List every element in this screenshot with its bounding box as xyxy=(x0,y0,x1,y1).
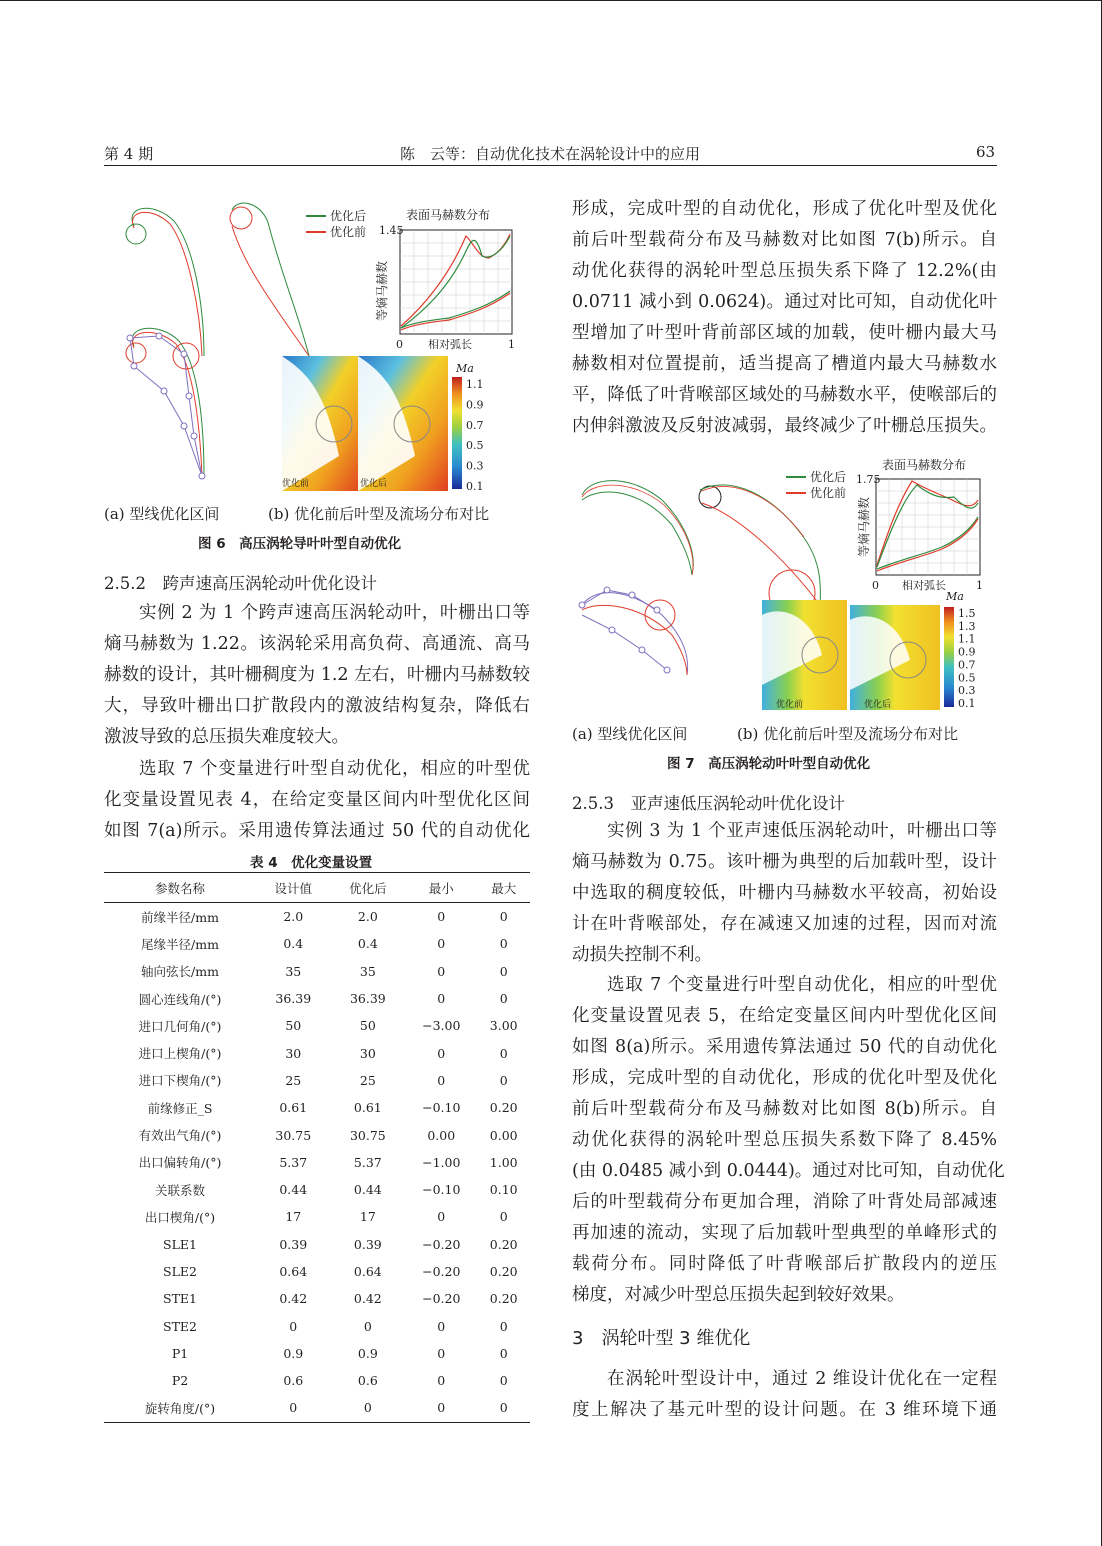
table-row xyxy=(104,903,530,931)
colorbar-tick: 1.1 xyxy=(466,378,484,391)
fig7-xlabel: 相对弧长 xyxy=(902,579,946,592)
table-cell: 0 xyxy=(437,1045,446,1061)
table-cell: 0.20 xyxy=(489,1291,518,1307)
table-cell: 尾缘半径/mm xyxy=(141,936,219,952)
table-cell: 0 xyxy=(499,909,508,925)
table-cell: 0 xyxy=(499,1318,508,1334)
figure-7 xyxy=(572,455,997,717)
table-cell: −0.10 xyxy=(422,1100,461,1116)
table-cell: 30.75 xyxy=(349,1127,386,1143)
table-cell: 0 xyxy=(331,1394,406,1422)
fig6-mach-plot xyxy=(400,230,512,334)
text-line: 度上解决了基元叶型的设计问题。在 3 维环境下通 xyxy=(572,1400,997,1420)
table-cell: 0.9 xyxy=(283,1345,304,1361)
table-cell: 出口楔角/(°) xyxy=(144,1209,216,1225)
table-cell: 0.20 xyxy=(489,1236,518,1252)
table-row xyxy=(104,1012,530,1039)
table-cell: 0 xyxy=(437,936,446,952)
table-cell: 17 xyxy=(285,1209,302,1225)
table-row xyxy=(104,1231,530,1258)
fig7-title: 图 7 高压涡轮动叶叶型自动优化 xyxy=(667,756,871,772)
table-row xyxy=(104,958,530,985)
table-cell: 50 xyxy=(285,1018,302,1034)
table-cell: SLE1 xyxy=(163,1236,197,1252)
table-cell: 关联系数 xyxy=(154,1182,205,1198)
table-row xyxy=(104,985,530,1012)
fig6-legend-before: 优化前 xyxy=(330,225,367,239)
table-row xyxy=(104,1203,530,1230)
table-cell: 30.75 xyxy=(275,1127,312,1143)
table-cell: 17 xyxy=(359,1209,376,1225)
table-cell: 0 xyxy=(437,1209,446,1225)
text-line: 化变量设置见表 5，在给定变量区间内叶型优化区间 xyxy=(572,1006,997,1026)
table-row xyxy=(104,1285,530,1312)
table-cell: 50 xyxy=(359,1018,376,1034)
text-line: 前后叶型载荷分布及马赫数对比如图 8(b)所示。自 xyxy=(572,1099,997,1119)
header-rule xyxy=(104,165,997,166)
fig7-cfd-left-label: 优化前 xyxy=(776,700,804,710)
table-row xyxy=(104,1039,530,1066)
col-header: 最大 xyxy=(477,873,530,903)
table-cell: 36.39 xyxy=(275,991,312,1007)
table-cell: 进口几何角/(°) xyxy=(138,1018,222,1034)
table-cell: 30 xyxy=(285,1045,302,1061)
table-cell: 0.20 xyxy=(489,1264,518,1279)
table-cell: 0 xyxy=(499,991,508,1007)
colorbar-tick: 1.5 xyxy=(958,607,976,620)
fig6-caption-b: (b) 优化前后叶型及流场分布对比 xyxy=(268,505,490,523)
fig6-cfd-after xyxy=(358,356,448,491)
table-row xyxy=(104,1312,530,1339)
fig7-cfd-after xyxy=(850,605,940,710)
colorbar-tick: 0.7 xyxy=(958,658,976,672)
text-line: 赫数相对位置提前，适当提高了槽道内最大马赫数水 xyxy=(572,354,997,374)
table-cell: 0.6 xyxy=(283,1373,304,1389)
fig7-ymax: 1.75 xyxy=(856,473,881,486)
text-line: 选取 7 个变量进行叶型自动优化，相应的叶型优 xyxy=(139,759,530,779)
table-cell: 0.9 xyxy=(357,1345,378,1361)
fig6-ymax: 1.45 xyxy=(379,224,404,237)
table-cell: 25 xyxy=(285,1072,302,1088)
fig6-cbar-label: Ma xyxy=(456,362,474,375)
fig7-cbar-label: Ma xyxy=(946,590,964,603)
table-cell: 35 xyxy=(285,963,302,979)
fig6-plot-title: 表面马赫数分布 xyxy=(406,208,491,222)
colorbar-tick: 0.1 xyxy=(466,480,484,493)
text-line: 熵马赫数为 1.22。该涡轮采用高负荷、高通流、高马 xyxy=(104,634,530,654)
text-line: 选取 7 个变量进行叶型自动优化，相应的叶型优 xyxy=(607,975,997,995)
left-paragraph-1 xyxy=(104,598,530,753)
table-cell: P1 xyxy=(171,1345,189,1361)
table-cell: 0.4 xyxy=(357,936,378,952)
fig6-cfd-left-label: 优化前 xyxy=(282,479,310,489)
fig6-legend-after: 优化后 xyxy=(330,209,367,223)
colorbar-tick: 1.1 xyxy=(958,632,976,646)
right-paragraph-3 xyxy=(572,970,1005,1311)
section-2-5-3: 2.5.3 亚声速低压涡轮动叶优化设计 xyxy=(572,794,845,813)
table-cell: 2.0 xyxy=(357,909,378,925)
fig6-x0: 0 xyxy=(396,338,403,351)
fig6b-blade xyxy=(230,203,309,356)
colorbar-tick: 0.5 xyxy=(466,439,484,453)
col-header: 优化后 xyxy=(331,873,406,903)
table-cell: 0 xyxy=(477,1394,530,1422)
fig6-xlabel: 相对弧长 xyxy=(428,338,472,351)
table-cell: 36.39 xyxy=(349,991,386,1007)
table-cell: SLE2 xyxy=(163,1264,197,1279)
text-line: 形成，完成叶型的自动优化，形成的优化叶型及优化 xyxy=(572,1068,997,1088)
col-header: 参数名称 xyxy=(104,873,256,903)
table-cell: 1.00 xyxy=(489,1154,518,1170)
table-cell: 有效出气角/(°) xyxy=(138,1128,222,1144)
text-line: 形成，完成叶型的自动优化，形成了优化叶型及优化 xyxy=(572,199,997,219)
text-line: 动优化获得的涡轮叶型总压损失系下降了 12.2%(由 xyxy=(572,261,997,281)
table-cell: 0.00 xyxy=(489,1127,518,1143)
text-line: 前后叶型载荷分布及马赫数对比如图 7(b)所示。自 xyxy=(572,230,997,250)
table-cell: 0.44 xyxy=(353,1182,382,1198)
colorbar-tick: 0.7 xyxy=(466,418,484,432)
table-cell: 0.64 xyxy=(353,1264,382,1279)
table-row xyxy=(104,1258,530,1285)
text-line: 中选取的稠度较低，叶栅内马赫数水平较高，初始设 xyxy=(572,883,997,903)
fig7-plot-title: 表面马赫数分布 xyxy=(882,458,967,472)
fig7-cfd-right-label: 优化后 xyxy=(864,700,892,710)
table-cell: 0.10 xyxy=(489,1182,518,1198)
table-cell: −0.20 xyxy=(422,1236,461,1252)
table-cell: 0 xyxy=(437,1072,446,1088)
fig6-colorbar xyxy=(452,377,462,489)
text-line: 如图 8(a)所示。采用遗传算法通过 50 代的自动优化 xyxy=(572,1037,997,1057)
fig6-x1: 1 xyxy=(508,338,515,351)
table-cell: 0.39 xyxy=(279,1236,308,1252)
table-cell: −3.00 xyxy=(422,1018,461,1034)
section-2-5-2: 2.5.2 跨声速高压涡轮动叶优化设计 xyxy=(104,574,377,593)
table-cell: 0 xyxy=(499,963,508,979)
fig7-colorbar xyxy=(944,607,954,707)
text-line: 载荷分布。同时降低了叶背喉部后扩散段内的逆压 xyxy=(572,1254,997,1274)
fig7-caption-a: (a) 型线优化区间 xyxy=(572,725,688,743)
figure-6 xyxy=(104,196,534,496)
text-line: 熵马赫数为 0.75。该叶栅为典型的后加载叶型，设计 xyxy=(572,852,997,872)
table-row xyxy=(104,930,530,957)
table-cell: 前缘半径/mm xyxy=(141,909,219,925)
table-row xyxy=(104,1176,530,1203)
table-cell: 0.61 xyxy=(353,1100,382,1116)
page-number: 63 xyxy=(976,143,996,161)
table-row xyxy=(104,1394,530,1422)
table-cell: 0 xyxy=(499,1345,508,1361)
table-cell: 0 xyxy=(437,1373,446,1389)
table-cell: 0 xyxy=(437,1345,446,1361)
left-paragraph-2 xyxy=(104,754,530,847)
table-cell: 0.4 xyxy=(283,936,304,952)
colorbar-tick: 0.3 xyxy=(958,684,976,698)
table-cell: 0.39 xyxy=(353,1236,382,1252)
col-header: 最小 xyxy=(405,873,477,903)
table-cell: 0 xyxy=(363,1318,372,1334)
table-row xyxy=(104,1149,530,1176)
table-cell: 0.44 xyxy=(279,1182,308,1198)
table-cell: 0 xyxy=(499,936,508,952)
text-line: 内伸斜激波及反射波减弱，最终减少了叶栅总压损失。 xyxy=(572,416,997,436)
text-line: 平，降低了叶背喉部区域处的马赫数水平，使喉部后的 xyxy=(572,385,997,405)
right-paragraph-4 xyxy=(572,1364,997,1426)
text-line: 化变量设置见表 4，在给定变量区间内叶型优化区间 xyxy=(104,790,530,810)
table-cell: 进口上楔角/(°) xyxy=(138,1046,222,1062)
table-cell: 5.37 xyxy=(279,1154,308,1170)
table-row xyxy=(104,1340,530,1367)
colorbar-tick: 1.3 xyxy=(958,619,976,633)
table-cell: 前缘修正_S xyxy=(147,1100,213,1116)
table-cell: 进口下楔角/(°) xyxy=(138,1073,222,1089)
table-cell: 0 xyxy=(437,1318,446,1334)
colorbar-tick: 0.3 xyxy=(466,459,484,473)
colorbar-tick: 0.9 xyxy=(958,645,976,659)
fig7-x1: 1 xyxy=(976,579,983,592)
issue-number: 第 4 期 xyxy=(104,145,154,163)
fig7-legend-after: 优化后 xyxy=(810,470,847,484)
fig6-caption-a: (a) 型线优化区间 xyxy=(104,505,220,523)
table-cell: 0 xyxy=(437,991,446,1007)
fig7-ylabel: 等熵马赫数 xyxy=(857,496,871,557)
table-cell: −0.20 xyxy=(422,1264,461,1279)
text-line: (由 0.0485 减小到 0.0444)。通过对比可知，自动优化 xyxy=(572,1161,1005,1181)
table-cell: 0.42 xyxy=(279,1291,308,1307)
right-paragraph-1 xyxy=(572,194,997,442)
section-3-heading: 3 涡轮叶型 3 维优化 xyxy=(572,1328,751,1349)
table-header-row xyxy=(104,873,530,903)
table-cell: 0 xyxy=(256,1394,331,1422)
table-cell: 0.64 xyxy=(279,1264,308,1279)
text-line: 0.0711 减小到 0.0624)。通过对比可知，自动优化叶 xyxy=(572,292,997,312)
fig7-caption-b: (b) 优化前后叶型及流场分布对比 xyxy=(737,725,959,743)
table-cell: 圆心连线角/(°) xyxy=(138,991,222,1007)
table-cell: 出口偏转角/(°) xyxy=(138,1155,222,1171)
table-cell: 35 xyxy=(359,963,376,979)
table-cell: 0 xyxy=(437,963,446,979)
text-line: 计在叶背喉部处，存在减速又加速的过程，因而对流 xyxy=(572,914,997,934)
text-line: 动优化获得的涡轮叶型总压损失系数下降了 8.45% xyxy=(572,1130,997,1150)
fig7b-blades xyxy=(699,485,820,616)
text-line: 型增加了叶型叶背前部区域的加载，使叶栅内最大马 xyxy=(572,323,997,343)
table-row xyxy=(104,1121,530,1148)
text-line: 赫数的设计，其叶栅稠度为 1.2 左右，叶栅内马赫数较 xyxy=(104,665,530,685)
table-cell: 0.00 xyxy=(427,1127,456,1143)
table-cell: 3.00 xyxy=(489,1018,518,1034)
text-line: 大，导致叶栅出口扩散段内的激波结构复杂，降低右 xyxy=(104,696,530,716)
table-cell: 0 xyxy=(405,1394,477,1422)
colorbar-tick: 0.9 xyxy=(466,398,484,412)
page-border-top xyxy=(0,0,1102,1)
table-cell: 0 xyxy=(499,1209,508,1225)
table-cell: −1.00 xyxy=(422,1154,461,1170)
text-line: 动损失控制不利。 xyxy=(572,945,712,965)
running-title: 陈 云等：自动优化技术在涡轮设计中的应用 xyxy=(400,145,701,163)
table-cell: 0.6 xyxy=(357,1373,378,1389)
text-line: 后的叶型载荷分布更加合理，消除了叶背处局部减速 xyxy=(572,1192,997,1212)
fig7-cfd-before xyxy=(762,600,847,710)
fig7-x0: 0 xyxy=(872,579,879,592)
table-row xyxy=(104,1367,530,1394)
table-cell: STE2 xyxy=(163,1318,197,1334)
fig6-title: 图 6 高压涡轮导叶叶型自动优化 xyxy=(198,536,402,552)
table-cell: P2 xyxy=(171,1373,189,1389)
text-line: 梯度，对减少叶型总压损失起到较好效果。 xyxy=(572,1285,905,1305)
text-line: 在涡轮叶型设计中，通过 2 维设计优化在一定程 xyxy=(607,1369,997,1389)
table-cell: 轴向弦长/mm xyxy=(141,964,219,980)
text-line: 再加速的流动，实现了后加载叶型典型的单峰形式的 xyxy=(572,1223,997,1243)
text-line: 实例 2 为 1 个跨声速高压涡轮动叶，叶栅出口等 xyxy=(139,603,530,623)
table-cell: 0 xyxy=(499,1373,508,1389)
table-cell: 0 xyxy=(499,1045,508,1061)
table-cell: 0 xyxy=(499,1072,508,1088)
right-paragraph-2 xyxy=(572,816,997,971)
text-line: 激波导致的总压损失难度较大。 xyxy=(104,727,349,747)
table-row xyxy=(104,1094,530,1121)
table-4 xyxy=(104,872,530,1423)
table-cell: 0 xyxy=(437,909,446,925)
fig7-legend-before: 优化前 xyxy=(810,486,847,500)
fig7-mach-plot xyxy=(876,479,980,575)
fig6-ylabel: 等熵马赫数 xyxy=(375,260,389,321)
fig6a-upper-blade xyxy=(126,208,204,356)
fig7a-blades xyxy=(579,481,693,675)
table-cell: 30 xyxy=(359,1045,376,1061)
table4-title: 表 4 优化变量设置 xyxy=(250,855,373,871)
table-cell: 5.37 xyxy=(353,1154,382,1170)
table-cell: 0.42 xyxy=(353,1291,382,1307)
table-cell: STE1 xyxy=(163,1291,197,1307)
table-cell: 旋转角度/(°) xyxy=(104,1394,256,1422)
table-row xyxy=(104,1067,530,1094)
table-cell: 0.20 xyxy=(489,1100,518,1116)
fig6-cfd-right-label: 优化后 xyxy=(360,479,388,489)
fig6a-lower-blade xyxy=(126,328,205,479)
colorbar-tick: 0.5 xyxy=(958,671,976,685)
table-cell: −0.10 xyxy=(422,1182,461,1198)
text-line: 实例 3 为 1 个亚声速低压涡轮动叶，叶栅出口等 xyxy=(607,821,997,841)
table-cell: 0 xyxy=(289,1318,298,1334)
table-cell: 0.61 xyxy=(279,1100,308,1116)
table-cell: 25 xyxy=(359,1072,376,1088)
table-cell: 2.0 xyxy=(283,909,304,925)
text-line: 如图 7(a)所示。采用遗传算法通过 50 代的自动优化 xyxy=(104,821,530,841)
fig6-cfd-before xyxy=(282,356,362,491)
colorbar-tick: 0.1 xyxy=(958,697,976,710)
table-cell: −0.20 xyxy=(422,1291,461,1307)
col-header: 设计值 xyxy=(256,873,331,903)
